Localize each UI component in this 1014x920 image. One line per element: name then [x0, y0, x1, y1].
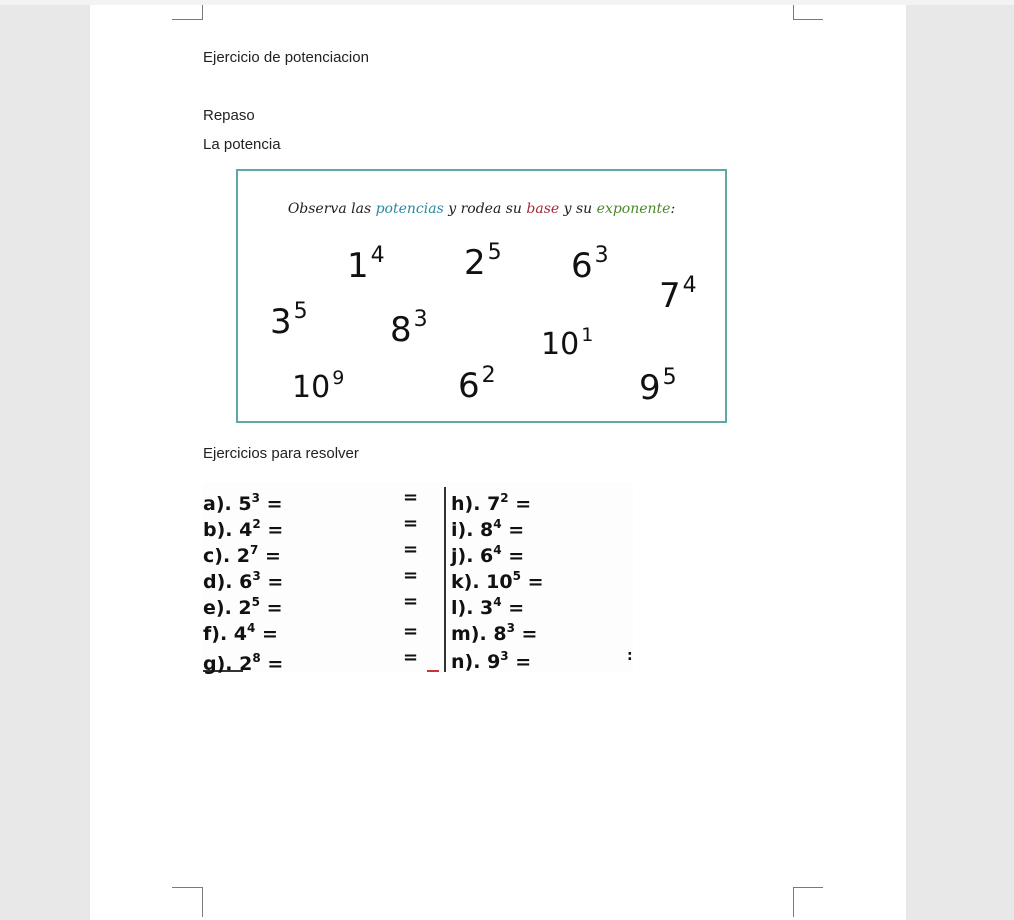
topic-heading: La potencia [203, 136, 281, 153]
power-item: $7^4$ [659, 273, 697, 316]
power-item: 10 $^9$ [292, 367, 345, 405]
exercise-row: e). $2^5$ = [203, 595, 283, 619]
crop-mark-bottom-right [793, 887, 823, 888]
equals-sign: = [403, 513, 419, 534]
equals-sign: = [403, 621, 419, 642]
exercises-heading: Ejercicios para resolver [203, 445, 359, 462]
instruction-text: Observa las [287, 201, 376, 217]
equals-sign: = [403, 647, 419, 668]
powers-card [236, 169, 727, 423]
review-heading: Repaso [203, 107, 255, 124]
document-page [90, 5, 906, 920]
power-item: 10 $^1$ [541, 324, 594, 362]
crop-mark-bottom-left [172, 887, 203, 888]
exercise-row: m). $8^3$ = [451, 621, 538, 645]
power-item: $6^2$ [458, 363, 496, 406]
exercise-row: d). $6^3$ = [203, 569, 284, 593]
exercise-row: n). $9^3$ = [451, 649, 532, 673]
equals-sign: = [403, 591, 419, 612]
exercise-row: b). $4^2$ = [203, 517, 284, 541]
exercise-row: c). $2^7$ = [203, 543, 281, 567]
equals-sign: = [403, 539, 419, 560]
exercise-row: h). $7^2$ = [451, 491, 532, 515]
exercise-row: a). $5^3$ = [203, 491, 283, 515]
column-divider [444, 487, 446, 672]
crop-mark-top-left [202, 5, 203, 19]
power-item: $6^3$ [571, 243, 609, 286]
exercise-row: f). $4^4$ = [203, 621, 278, 645]
exercises-sheet [203, 482, 633, 675]
instruction-base: base [526, 201, 560, 217]
crop-mark-bottom-left-v [202, 887, 203, 917]
exercise-row: g). $2^8$ = [203, 651, 284, 675]
crop-mark-top-left-h [172, 19, 203, 20]
underline-mark [427, 670, 439, 672]
crop-mark-top-right [793, 5, 794, 19]
power-item: $8^3$ [390, 307, 428, 350]
exercise-row: k). $10^5$ = [451, 569, 544, 593]
crop-mark-bottom-right-v [793, 887, 794, 917]
instruction-text: y su [559, 201, 597, 217]
exercise-row: i). $8^4$ = [451, 517, 525, 541]
exercise-row: j). $6^4$ = [451, 543, 525, 567]
power-item: $2^5$ [464, 240, 502, 283]
instruction-exponente: exponente [596, 201, 671, 217]
equals-sign: = [403, 565, 419, 586]
power-item: $1^4$ [347, 243, 385, 286]
card-instruction [238, 201, 725, 217]
instruction-potencias: potencias [375, 201, 444, 217]
power-item: $3^5$ [270, 299, 308, 342]
equals-sign: = [403, 487, 419, 508]
exercise-row: l). $3^4$ = [451, 595, 525, 619]
instruction-text: : [670, 201, 676, 217]
instruction-text: y rodea su [443, 201, 527, 217]
document-title: Ejercicio de potenciacion [203, 49, 369, 66]
trailing-mark: : [627, 648, 633, 664]
power-item: $9^5$ [639, 365, 677, 408]
crop-mark-top-right-h [793, 19, 823, 20]
